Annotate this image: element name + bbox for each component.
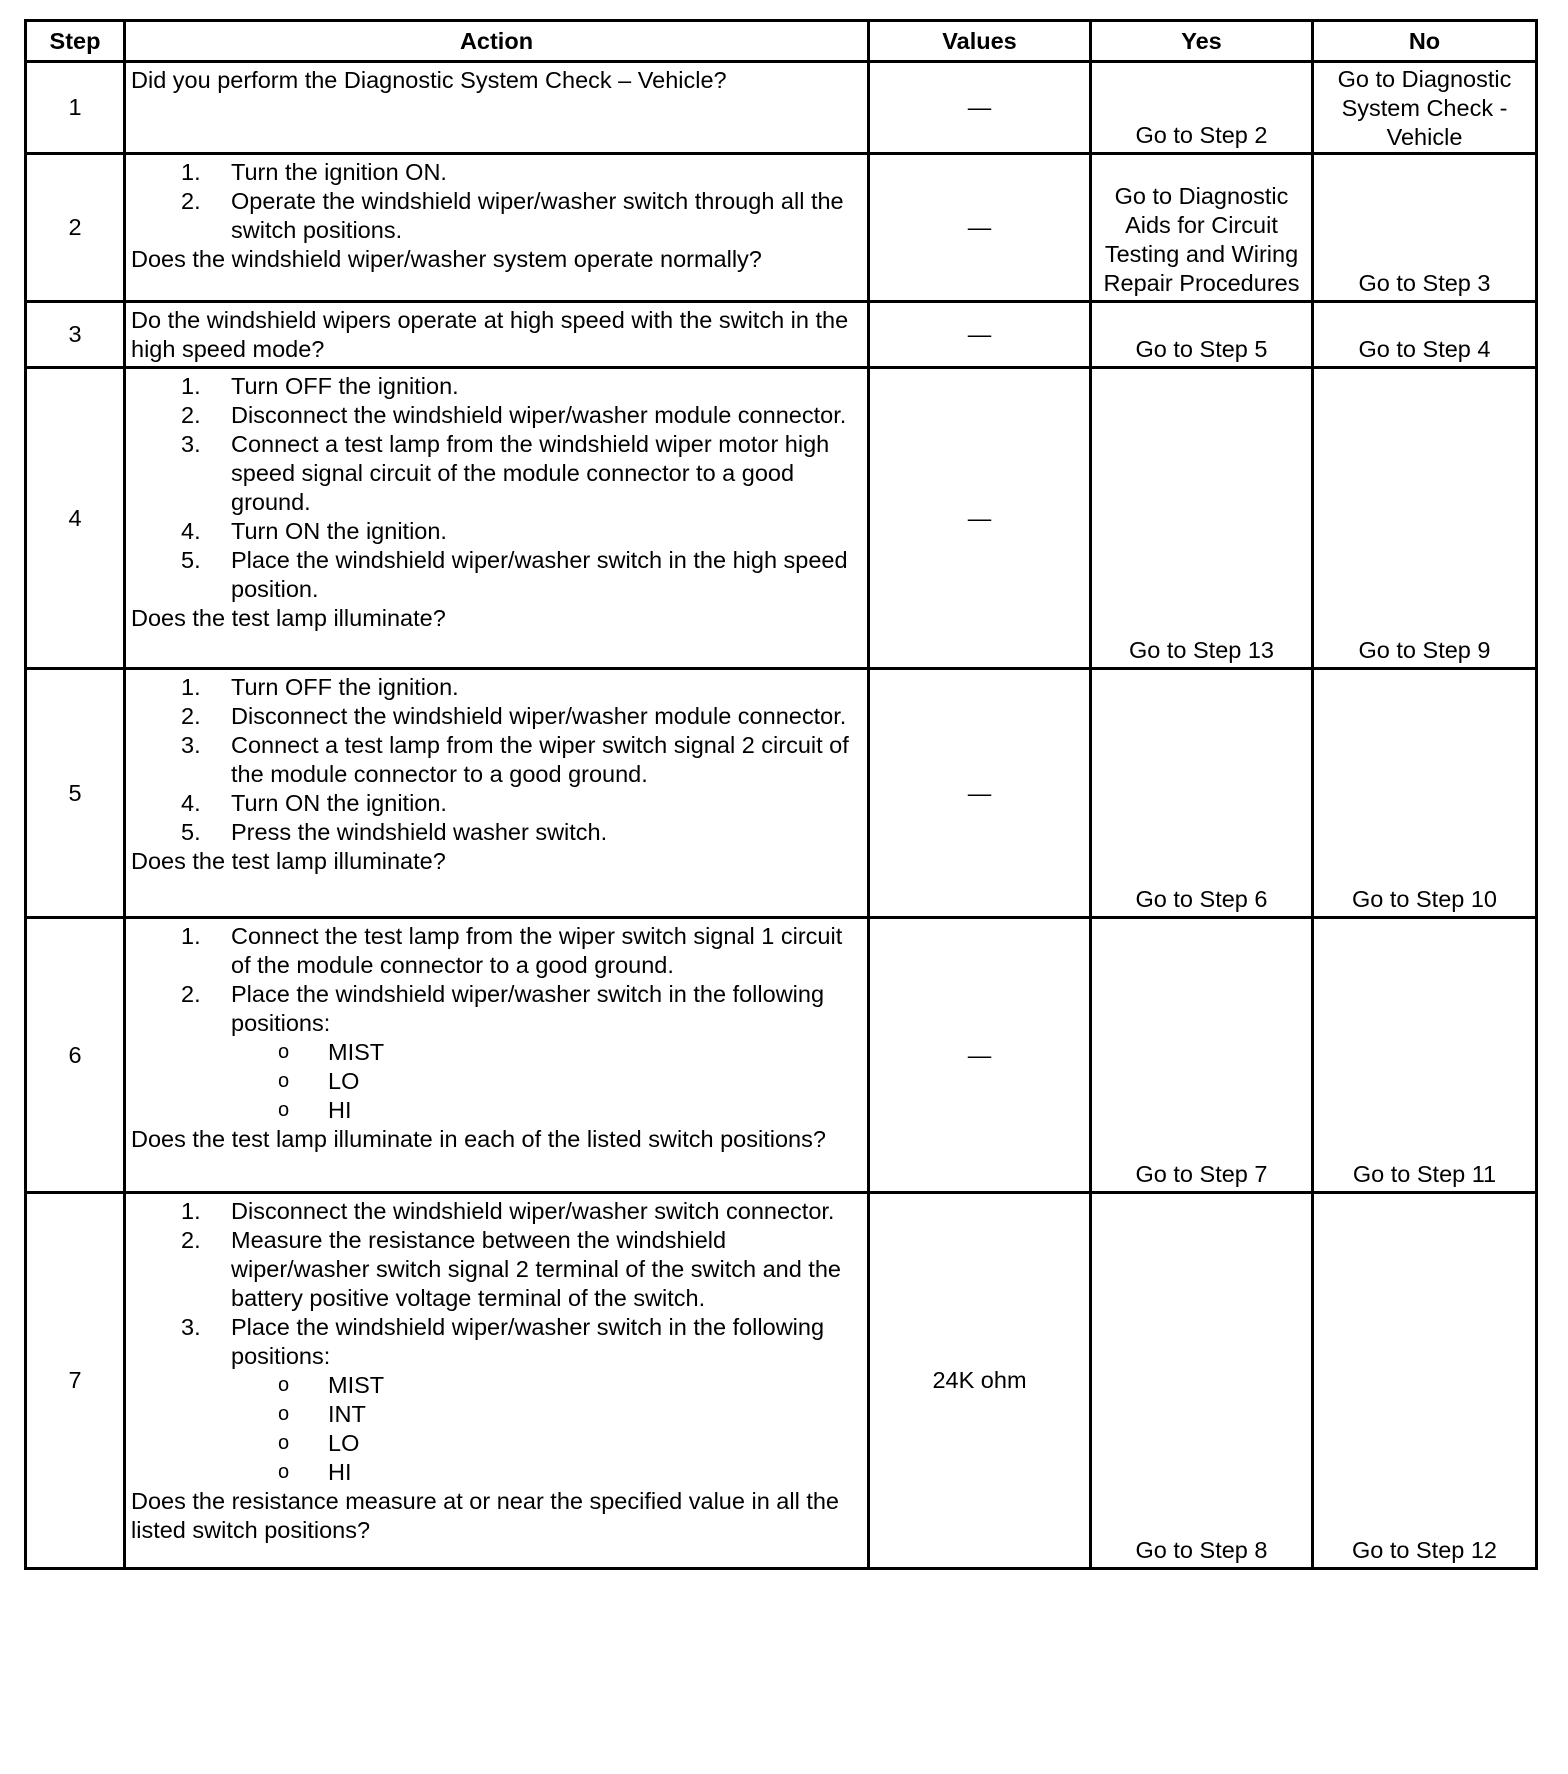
no-cell: Go to Step 4 — [1313, 302, 1537, 368]
procedure-step: 1. Turn OFF the ignition. — [181, 674, 459, 700]
header-step: Step — [26, 21, 125, 62]
action-question: Did you perform the Diagnostic System Check – Vehicle? — [131, 67, 727, 93]
procedure-step: 1. Disconnect the windshield wiper/washer switch connector. — [181, 1198, 835, 1224]
value-cell: — — [869, 62, 1091, 154]
value-cell: — — [869, 302, 1091, 368]
procedure-step: 3. Connect a test lamp from the wiper switch signal 2 circuit of the module connector to a good ground. — [181, 732, 849, 787]
procedure-step: 2. Measure the resistance between the windshield wiper/washer switch signal 2 terminal of the switch and the battery positive voltage terminal of the switch. — [181, 1227, 841, 1311]
action-question: Does the test lamp illuminate in each of the listed switch positions? — [131, 1126, 826, 1152]
position-item: o MIST — [278, 1372, 385, 1398]
bullet-circle-icon: o — [278, 1070, 290, 1092]
bullet-circle-icon: o — [278, 1374, 290, 1396]
action-cell — [125, 154, 869, 302]
procedure-list — [131, 372, 859, 604]
table-row — [26, 669, 1537, 918]
table-row — [26, 62, 1537, 154]
action-cell — [125, 1193, 869, 1569]
position-item: o LO — [278, 1068, 360, 1094]
step-number: 3 — [26, 302, 125, 368]
action-question: Does the test lamp illuminate? — [131, 848, 446, 874]
action-question: Do the windshield wipers operate at high speed with the switch in the high speed mode? — [131, 307, 849, 362]
bullet-circle-icon: o — [278, 1461, 290, 1483]
bullet-circle-icon: o — [278, 1099, 290, 1121]
procedure-step: 3. Place the windshield wiper/washer switch in the following positions: o MIST o INT o LO o HI — [131, 1313, 859, 1487]
procedure-step: 4. Turn ON the ignition. — [181, 790, 447, 816]
position-list — [231, 1371, 859, 1487]
procedure-step: 1. Turn the ignition ON. — [181, 159, 447, 185]
table-row — [26, 918, 1537, 1193]
action-question: Does the test lamp illuminate? — [131, 605, 446, 631]
action-cell — [125, 368, 869, 669]
position-list — [231, 1038, 859, 1125]
no-cell: Go to Diagnostic System Check - Vehicle — [1313, 62, 1537, 154]
bullet-circle-icon: o — [278, 1041, 290, 1063]
position-item: o LO — [278, 1430, 360, 1456]
table-row — [26, 154, 1537, 302]
value-cell: — — [869, 669, 1091, 918]
value-cell: — — [869, 918, 1091, 1193]
procedure-step: 4. Turn ON the ignition. — [181, 518, 447, 544]
table-row — [26, 302, 1537, 368]
header-yes: Yes — [1091, 21, 1313, 62]
procedure-step: 2. Disconnect the windshield wiper/washer module connector. — [181, 703, 847, 729]
step-number: 1 — [26, 62, 125, 154]
yes-cell: Go to Step 13 — [1091, 368, 1313, 669]
procedure-step: 2. Operate the windshield wiper/washer switch through all the switch positions. — [181, 188, 844, 243]
procedure-list — [131, 158, 859, 245]
procedure-list — [131, 673, 859, 847]
value-cell: — — [869, 154, 1091, 302]
procedure-step: 5. Press the windshield washer switch. — [181, 819, 608, 845]
table-row — [26, 1193, 1537, 1569]
action-cell — [125, 918, 869, 1193]
position-item: o HI — [278, 1459, 352, 1485]
action-cell — [125, 669, 869, 918]
step-number: 2 — [26, 154, 125, 302]
action-question: Does the windshield wiper/washer system operate normally? — [131, 246, 762, 272]
table-row — [26, 368, 1537, 669]
no-cell: Go to Step 3 — [1313, 154, 1537, 302]
diagnostic-table — [24, 19, 1538, 1570]
step-number: 4 — [26, 368, 125, 669]
procedure-step: 3. Connect a test lamp from the windshield wiper motor high speed signal circuit of the module connector to a good ground. — [181, 431, 830, 515]
yes-cell: Go to Step 5 — [1091, 302, 1313, 368]
procedure-step: 2. Disconnect the windshield wiper/washer module connector. — [181, 402, 847, 428]
no-cell: Go to Step 12 — [1313, 1193, 1537, 1569]
position-item: o HI — [278, 1097, 352, 1123]
no-cell: Go to Step 9 — [1313, 368, 1537, 669]
action-question: Does the resistance measure at or near the specified value in all the listed switch positions? — [131, 1488, 840, 1543]
step-number: 5 — [26, 669, 125, 918]
no-cell: Go to Step 10 — [1313, 669, 1537, 918]
procedure-step: 5. Place the windshield wiper/washer switch in the high speed position. — [181, 547, 848, 602]
yes-cell: Go to Step 2 — [1091, 62, 1313, 154]
yes-cell: Go to Step 8 — [1091, 1193, 1313, 1569]
procedure-list — [131, 1197, 859, 1487]
procedure-step: 1. Connect the test lamp from the wiper switch signal 1 circuit of the module connector to a good ground. — [181, 923, 843, 978]
bullet-circle-icon: o — [278, 1432, 290, 1454]
procedure-step: 2. Place the windshield wiper/washer switch in the following positions: o MIST o LO o HI — [131, 980, 859, 1125]
action-cell — [125, 62, 869, 154]
no-cell: Go to Step 11 — [1313, 918, 1537, 1193]
procedure-step: 1. Turn OFF the ignition. — [181, 373, 459, 399]
step-number: 7 — [26, 1193, 125, 1569]
header-row — [26, 21, 1537, 62]
value-cell: — — [869, 368, 1091, 669]
yes-cell: Go to Diagnostic Aids for Circuit Testing and Wiring Repair Procedures — [1091, 154, 1313, 302]
position-item: o INT — [278, 1401, 366, 1427]
header-no: No — [1313, 21, 1537, 62]
procedure-list — [131, 922, 859, 1125]
step-number: 6 — [26, 918, 125, 1193]
yes-cell: Go to Step 7 — [1091, 918, 1313, 1193]
header-action: Action — [125, 21, 869, 62]
yes-cell: Go to Step 6 — [1091, 669, 1313, 918]
action-cell — [125, 302, 869, 368]
header-values: Values — [869, 21, 1091, 62]
bullet-circle-icon: o — [278, 1403, 290, 1425]
position-item: o MIST — [278, 1039, 385, 1065]
value-cell: 24K ohm — [869, 1193, 1091, 1569]
